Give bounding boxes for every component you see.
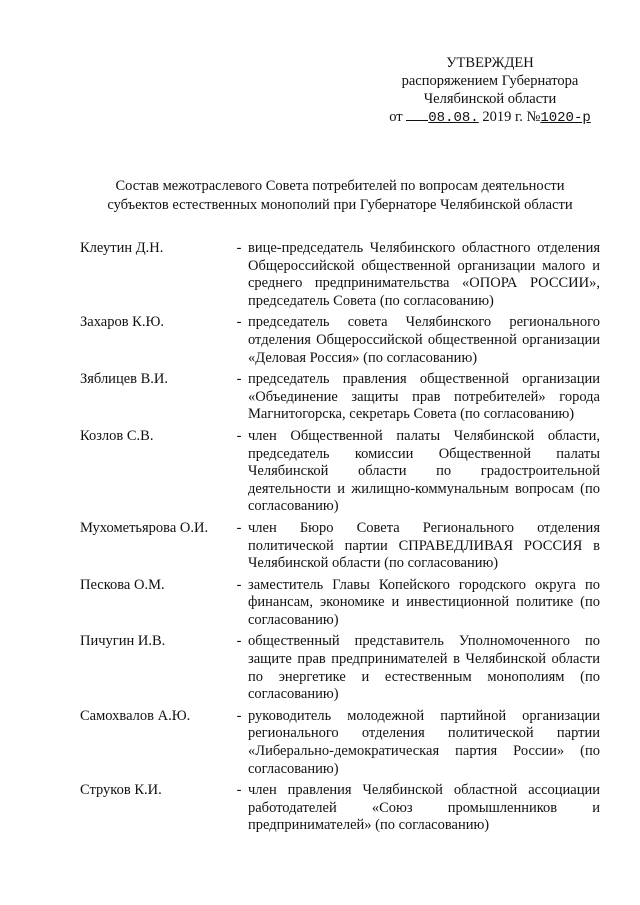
order-number: 1020-р: [540, 110, 591, 126]
member-row: [80, 428, 600, 516]
member-role: вице-председатель Челябинского областного отделения Общероссийской общественной организации малого и среднего предпринимательства «ОПОРА РОССИИ», председатель Совета (по согласованию): [248, 240, 600, 309]
member-row: [80, 371, 600, 424]
member-role: председатель правления общественной организации «Объединение защиты прав потребителей» города Магнитогорска, секретарь Совета (по согласованию): [248, 371, 600, 423]
member-role: руководитель молодежной партийной организации регионального отделения политической партии «Либерально-демократическая партия России» (по согласованию): [248, 707, 600, 777]
approval-line-region: Челябинской области: [423, 91, 557, 107]
member-role: заместитель Главы Копейского городского округа по финансам, экономике и инвестиционной политике (по согласованию): [248, 576, 600, 628]
title-line-2: субъектов естественных монополий при Губернаторе Челябинской области: [107, 197, 573, 213]
member-dash: -: [236, 707, 242, 724]
member-row: [80, 240, 600, 310]
member-row: [80, 520, 600, 573]
title-line-1: Состав межотраслевого Совета потребителей по вопросам деятельности: [115, 178, 565, 194]
member-role: член правления Челябинской областной ассоциации работодателей «Союз промышленников и предпринимателей» (по согласованию): [248, 782, 600, 834]
member-row: [80, 633, 600, 703]
member-name: Мухометьярова О.И.: [80, 519, 209, 536]
members-list: [80, 240, 600, 839]
order-prefix: от: [389, 109, 403, 125]
approval-block: [380, 54, 600, 127]
member-row: [80, 782, 600, 835]
member-row: [80, 577, 600, 630]
member-name: Зяблицев В.И.: [80, 371, 169, 388]
member-name: Клеутин Д.Н.: [80, 240, 164, 256]
order-date-underline: [406, 108, 428, 121]
member-role: председатель совета Челябинского регионального отделения Общероссийской общественной организации «Деловая Россия» (по согласованию): [248, 314, 600, 366]
member-name: Пичугин И.В.: [80, 633, 166, 650]
order-date: 08.08.: [428, 110, 479, 126]
member-dash: -: [236, 519, 242, 536]
member-name: Самохвалов А.Ю.: [80, 707, 191, 724]
member-row: [80, 314, 600, 367]
member-dash: -: [236, 371, 242, 388]
member-dash: -: [236, 314, 242, 331]
member-dash: -: [236, 240, 242, 256]
member-dash: -: [236, 782, 242, 799]
document-title: [60, 177, 620, 215]
member-row: [80, 708, 600, 778]
member-dash: -: [236, 576, 242, 593]
member-name: Козлов С.В.: [80, 427, 154, 444]
approval-heading: УТВЕРЖДЕН: [446, 55, 534, 71]
member-role: член Общественной палаты Челябинской области, председатель комиссии Общественной палаты Челябинской области по градостроительной деятельности и жилищно-коммунальным вопросам (по согласованию): [248, 427, 600, 515]
member-dash: -: [236, 633, 242, 650]
order-year: 2019 г. №: [482, 109, 541, 125]
member-role: общественный представитель Уполномоченного по защите прав предпринимателей в Челябинской области по энергетике и естественным монополиям (по согласованию): [248, 633, 600, 703]
member-name: Пескова О.М.: [80, 576, 165, 593]
member-name: Струков К.И.: [80, 782, 162, 799]
approval-line-order: распоряжением Губернатора: [401, 73, 579, 89]
member-name: Захаров К.Ю.: [80, 314, 164, 331]
member-dash: -: [236, 427, 242, 444]
order-details: [380, 108, 600, 127]
member-role: член Бюро Совета Регионального отделения политической партии СПРАВЕДЛИВАЯ РОССИЯ в Челябинской области (по согласованию): [248, 519, 600, 572]
